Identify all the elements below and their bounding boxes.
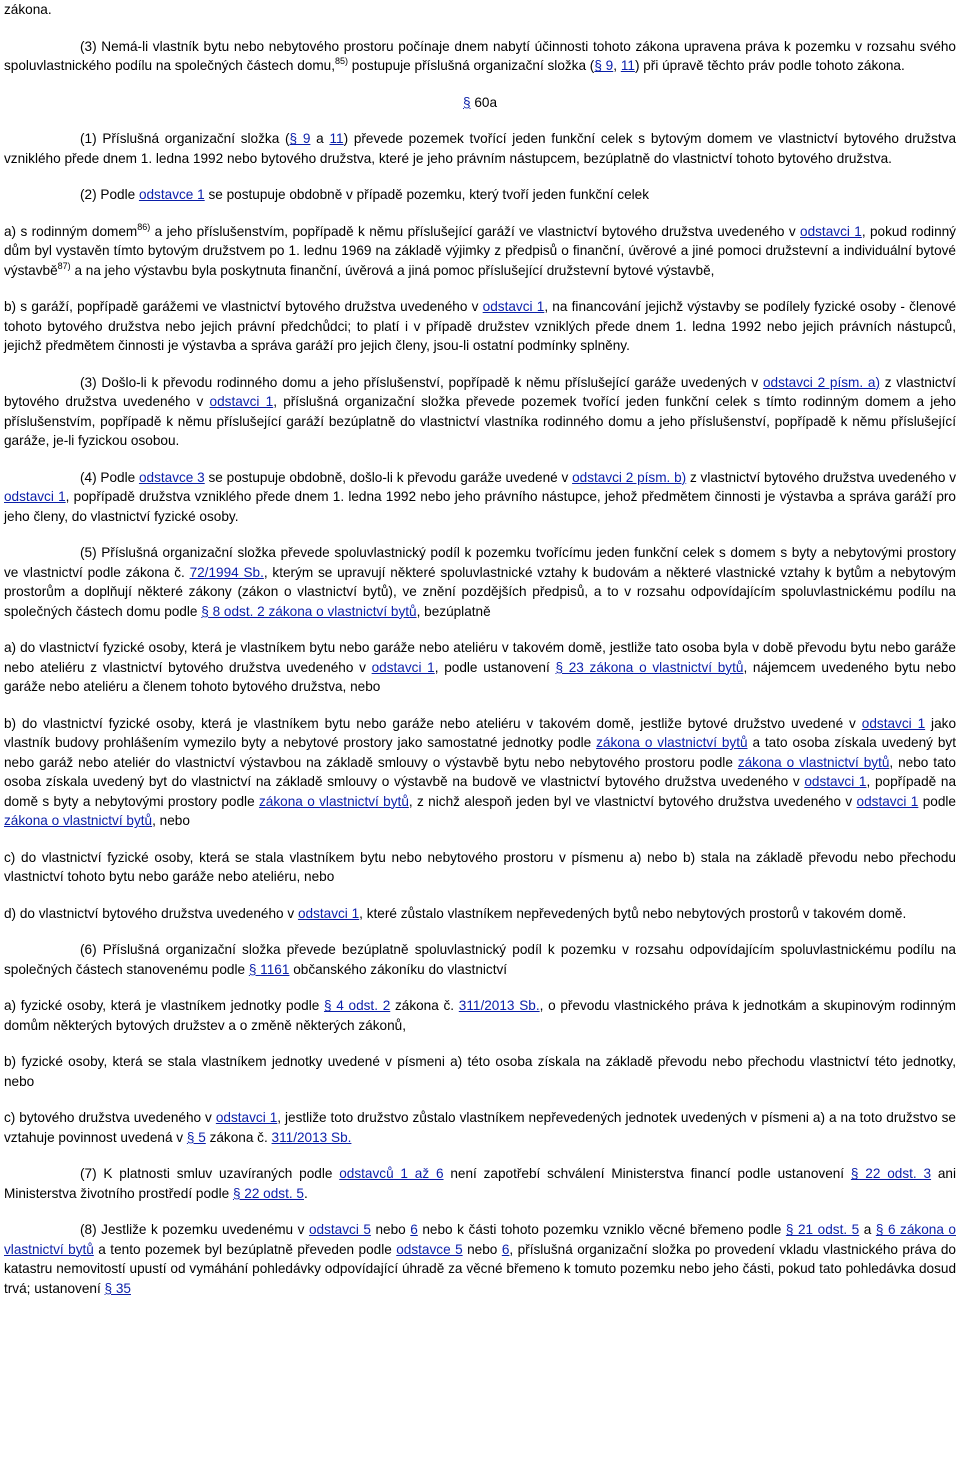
text: (7) K platnosti smluv uzavíraných podle (80, 1166, 340, 1181)
link-72-1994[interactable]: 72/1994 Sb. (189, 564, 264, 580)
link-section-9[interactable]: § 9 (289, 131, 311, 146)
text: (2) Podle (80, 187, 139, 202)
link-odstavce-3[interactable]: odstavce 3 (138, 469, 205, 485)
text: podle (918, 793, 956, 809)
link-zakona-o-vlastnictvi-bytu[interactable]: zákona o vlastnictví bytů (259, 793, 409, 809)
text: , nebo (152, 813, 190, 828)
text: , příslušná organizační složka převede pozemek tvořící jeden funkční celek s tímto rodinným domem a jeho příslušenstvím, popřípadě k němu příslušející garáží bezúplatně do vlastnictví vlastníka rodinného domu a jeho příslušenství, popřípadě k němu příslušející garáže, je-li fyzickou osobou. (4, 394, 956, 448)
footnote-ref: 86) (137, 221, 151, 232)
link-odstavci-1[interactable]: odstavci 1 (800, 223, 862, 239)
link-section-21-odst-5[interactable]: § 21 odst. 5 (785, 1222, 860, 1237)
link-odstavcu-1-az-6[interactable]: odstavců 1 až 6 (339, 1166, 444, 1181)
text: , podle ustanovení (434, 659, 556, 675)
text: c) do vlastnictví fyzické osoby, která se stala vlastníkem bytu nebo nebytového prostoru v písmenu a) nebo b) stala na základě převodu nebo přechodu vlastnictví tohoto bytu nebo garáže nebo ateliéru, nebo (4, 849, 956, 884)
link-odstavci-2-a[interactable]: odstavci 2 písm. a) (762, 374, 880, 390)
link-zakona-o-vlastnictvi-bytu[interactable]: zákona o vlastnictví bytů (737, 754, 890, 770)
link-section-8-odst-2[interactable]: § 8 odst. 2 zákona o vlastnictví bytů (201, 603, 417, 619)
paragraph-2-b (4, 297, 956, 356)
link-odstavci-1[interactable]: odstavci 1 (297, 905, 360, 921)
link-section-22-odst-5[interactable]: § 22 odst. 5 (232, 1185, 304, 1201)
link-section-11[interactable]: 11 (329, 131, 344, 146)
paragraph-5-d (4, 904, 956, 924)
text: c) bytového družstva uvedeného v (4, 1110, 216, 1125)
section-symbol[interactable]: § (462, 94, 471, 110)
text: , z nichž alespoň jeden byl ve vlastnictví bytového družstva uvedeného v (408, 793, 857, 809)
text: nebo (462, 1241, 502, 1257)
text: ) převede pozemek tvořící jeden funkční celek s bytovým domem ve vlastnictví bytového družstva vzniklého přede dnem 1. ledna 1992 nebo bytového družstva, které je jeho právním nástupcem, bezúplatně do vlastnictví tohoto bytového družstva. (4, 131, 957, 166)
link-section-1161[interactable]: § 1161 (248, 961, 290, 977)
link-311-2013[interactable]: 311/2013 Sb. (271, 1129, 352, 1145)
link-section-5[interactable]: § 5 (186, 1129, 206, 1145)
link-6[interactable]: 6 (501, 1241, 510, 1257)
paragraph-6-c (4, 1108, 956, 1147)
paragraph-7 (4, 1164, 956, 1203)
text: ) při úpravě těchto práv podle tohoto zákona. (634, 58, 905, 73)
text: občanského zákoníku do vlastnictví (289, 961, 508, 977)
text: (5) Příslušná organizační složka převede spoluvlastnický podíl k pozemku tvořícímu jeden funkční celek s domem s byty a nebytovými prostory ve vlastnictví podle zákona č. (4, 545, 956, 580)
link-odstavci-1[interactable]: odstavci 1 (804, 774, 867, 789)
paragraph-3-previous (4, 37, 956, 76)
link-section-35[interactable]: § 35 (104, 1280, 131, 1296)
text: , bezúplatně (416, 603, 491, 619)
text: , nebo tato osoba získala uvedený byt do vlastnictví na základě smlouvy o výstavbě na budově ve vlastnictví bytového družstva uvedeného v (4, 754, 956, 789)
text: , kterým se upravují některé spoluvlastnické vztahy k budovám a některé vlastnické vztahy k bytům a nebytovým prostorům a doplňují některé zákony (zákon o vlastnictví bytů), ve znění pozdějších předpisů, a to v rozsahu odpovídajícím spoluvlastnickému podílu na společných částech domu podle (4, 564, 956, 619)
link-311-2013[interactable]: 311/2013 Sb. (458, 998, 540, 1013)
text: , popřípadě na domě s byty a nebytovými prostory podle (4, 774, 957, 809)
text: , o převodu vlastnického práva k jednotkám a skupinovým rodinným domům některých bytových družstev a o změně některých zákonů, (4, 998, 956, 1033)
link-6[interactable]: 6 (410, 1222, 418, 1237)
text: d) do vlastnictví bytového družstva uvedeného v (4, 905, 298, 921)
text: , pokud rodinný dům byl vystavěn tímto bytovým družstvem po 1. lednu 1969 na základě výjimky z předpisů o finanční, úvěrové a jiné pomoci družstevní a individuální bytové výstavbě (4, 223, 956, 278)
text: a tato osoba získala uvedený byt nebo garáž nebo ateliér do vlastnictví výstavbou na základě smlouvy o výstavbě bytu nebo nebytového prostoru podle (4, 735, 956, 770)
footnote-ref: 87) (57, 260, 71, 271)
paragraph-6-a (4, 996, 956, 1035)
text: zákona č. (205, 1129, 272, 1145)
paragraph-2-a (4, 222, 956, 281)
paragraph-6-b (4, 1052, 956, 1091)
text: nebo (370, 1222, 411, 1237)
text: a jeho příslušenstvím, popřípadě k němu příslušející garáží ve vlastnictví bytového družstva uvedeného v (150, 223, 801, 239)
text: a (310, 131, 330, 146)
paragraph-4 (4, 468, 956, 527)
paragraph-6 (4, 940, 956, 979)
link-section-6-zakona[interactable]: § 6 zákona o vlastnictví bytů (4, 1222, 956, 1257)
link-odstavce-1[interactable]: odstavce 1 (138, 187, 205, 202)
text: a tento pozemek byl bezúplatně převeden podle (93, 1241, 397, 1257)
section-title (4, 93, 956, 113)
text: a) do vlastnictví fyzické osoby, která je vlastníkem bytu nebo garáže nebo ateliéru v takovém domě, jestliže tato osoba byla v době převodu bytu nebo garáže nebo ateliéru z vlastnictví bytového družstva uvedeného v (4, 640, 956, 675)
text: , na financování jejichž výstavby se podílely fyzické osoby - členové tohoto bytového družstva nebo jejich právní předchůdci; to platí i v případě družstev vzniklých přede dnem 1. ledna 1992 nebo jejich právních nástupců, jejichž předmětem činnosti je výstavba a správa garáží pro jejich členy, jsou-li ostatní podmínky splněny. (4, 299, 956, 353)
paragraph-5-a (4, 638, 956, 697)
link-zakona-o-vlastnictvi-bytu[interactable]: zákona o vlastnictví bytů (4, 813, 153, 828)
text: z vlastnictví bytového družstva uvedeného v (4, 374, 956, 409)
paragraph-3 (4, 373, 956, 451)
text: a) s rodinným domem (4, 223, 138, 239)
link-section-9[interactable]: § 9 (594, 58, 614, 73)
paragraph-5-b (4, 714, 956, 831)
link-odstavci-1[interactable]: odstavci 1 (861, 715, 926, 731)
text: . (303, 1185, 308, 1201)
link-odstavci-1[interactable]: odstavci 1 (371, 659, 435, 675)
text: se postupuje obdobně v případě pozemku, který tvoří jeden funkční celek (204, 187, 650, 202)
paragraph-5-c (4, 848, 956, 887)
text: b) do vlastnictví fyzické osoby, která je vlastníkem bytu nebo garáže nebo ateliéru v takovém domě, jestliže bytové družstvo uvedené v (4, 715, 862, 731)
link-section-22-odst-3[interactable]: § 22 odst. 3 (850, 1166, 932, 1181)
text: a (859, 1222, 876, 1237)
text: není zapotřebí schválení Ministerstva financí podle ustanovení (443, 1166, 851, 1181)
text: ani Ministerstva životního prostředí podle (4, 1166, 956, 1201)
text: , které zůstalo vlastníkem nepřevedených bytů nebo nebytových prostorů v takovém domě. (359, 905, 907, 921)
paragraph-2 (4, 185, 956, 205)
paragraph-1 (4, 129, 956, 168)
text: (3) Došlo-li k převodu rodinného domu a jeho příslušenství, popřípadě k němu příslušející garáže uvedených v (80, 374, 763, 390)
text: se postupuje obdobně, došlo-li k převodu garáže uvedené v (204, 469, 573, 485)
text: b) s garáží, popřípadě garážemi ve vlastnictví bytového družstva uvedeného v (4, 299, 483, 314)
paragraph-8 (4, 1220, 956, 1298)
text: (8) Jestliže k pozemku uvedenému v (80, 1222, 309, 1237)
paragraph-5 (4, 543, 956, 621)
text: (6) Příslušná organizační složka převede bezúplatně spoluvlastnický podíl k pozemku v rozsahu odpovídajícím spoluvlastnickému podílu na společných částech stanovenému podle (4, 942, 956, 977)
text: a na jeho výstavbu byla poskytnuta finanční, úvěrová a jiná pomoc příslušející družstevní bytové výstavbě, (70, 262, 715, 278)
link-odstavci-2-b[interactable]: odstavci 2 písm. b) (572, 469, 687, 485)
link-odstavci-1[interactable]: odstavci 1 (209, 394, 274, 409)
link-odstavci-1[interactable]: odstavci 1 (482, 299, 545, 314)
text: z vlastnictví bytového družstva uvedeného v (686, 469, 956, 485)
text: (1) Příslušná organizační složka ( (80, 131, 290, 146)
lead-line: zákona. (4, 2, 52, 17)
text: , popřípadě družstva vzniklého přede dnem 1. ledna 1992 nebo jeho právního nástupce, jehož předmětem činnosti je výstavba a správa garáží pro jeho členy, do vlastnictví fyzické osoby. (4, 489, 956, 524)
text: , nájemcem uvedeného bytu nebo garáže nebo ateliéru a členem tohoto bytového družstva, nebo (4, 659, 956, 694)
text: , (613, 58, 621, 73)
link-section-4-odst-2[interactable]: § 4 odst. 2 (323, 998, 391, 1013)
text: , příslušná organizační složka po provedení vkladu vlastnického práva do katastru nemovitostí upustí od vymáhání pohledávky odpovídající úhradě za věcné břemeno k tomuto pozemku nebo jeho části, pokud tato pohledávka dosud trvá; ustanovení (4, 1241, 956, 1296)
footnote-ref: 85) (334, 56, 348, 66)
text: (3) Nemá-li vlastník bytu nebo nebytového prostoru počínaje dnem nabytí účinnosti tohoto zákona upravena práva k pozemku v rozsahu svého spoluvlastnického podílu na společných částech domu, (4, 38, 956, 73)
link-section-23[interactable]: § 23 zákona o vlastnictví bytů (555, 659, 744, 675)
text: jako vlastník budovy prohlášením vymezilo byty a nebytové prostory jako samostatné jednotky podle (4, 715, 956, 750)
link-odstavci-1[interactable]: odstavci 1 (4, 489, 66, 504)
text: (4) Podle (80, 469, 139, 485)
section-number: 60a (474, 94, 498, 110)
link-odstavci-1[interactable]: odstavci 1 (856, 793, 919, 809)
text: nebo k části tohoto pozemku vzniklo věcné břemeno podle (417, 1222, 786, 1237)
text: zákona č. (390, 998, 459, 1013)
link-odstavci-1[interactable]: odstavci 1 (215, 1110, 278, 1125)
link-odstavci-5[interactable]: odstavci 5 (308, 1222, 371, 1237)
link-section-11[interactable]: 11 (620, 58, 635, 73)
text: a) fyzické osoby, která je vlastníkem jednotky podle (4, 998, 324, 1013)
text: b) fyzické osoby, která se stala vlastníkem jednotky uvedené v písmeni a) této osoba získala na základě převodu nebo přechodu vlastnictví této jednotky, nebo (4, 1054, 956, 1089)
link-zakona-o-vlastnictvi-bytu[interactable]: zákona o vlastnictví bytů (596, 735, 748, 750)
text: , jestliže toto družstvo zůstalo vlastníkem nepřevedených jednotek uvedených v písmeni a) a na toto družstvo se vztahuje povinnost uvedená v (4, 1110, 956, 1145)
text: postupuje příslušná organizační složka ( (348, 58, 595, 73)
link-odstavce-5[interactable]: odstavce 5 (396, 1241, 463, 1257)
